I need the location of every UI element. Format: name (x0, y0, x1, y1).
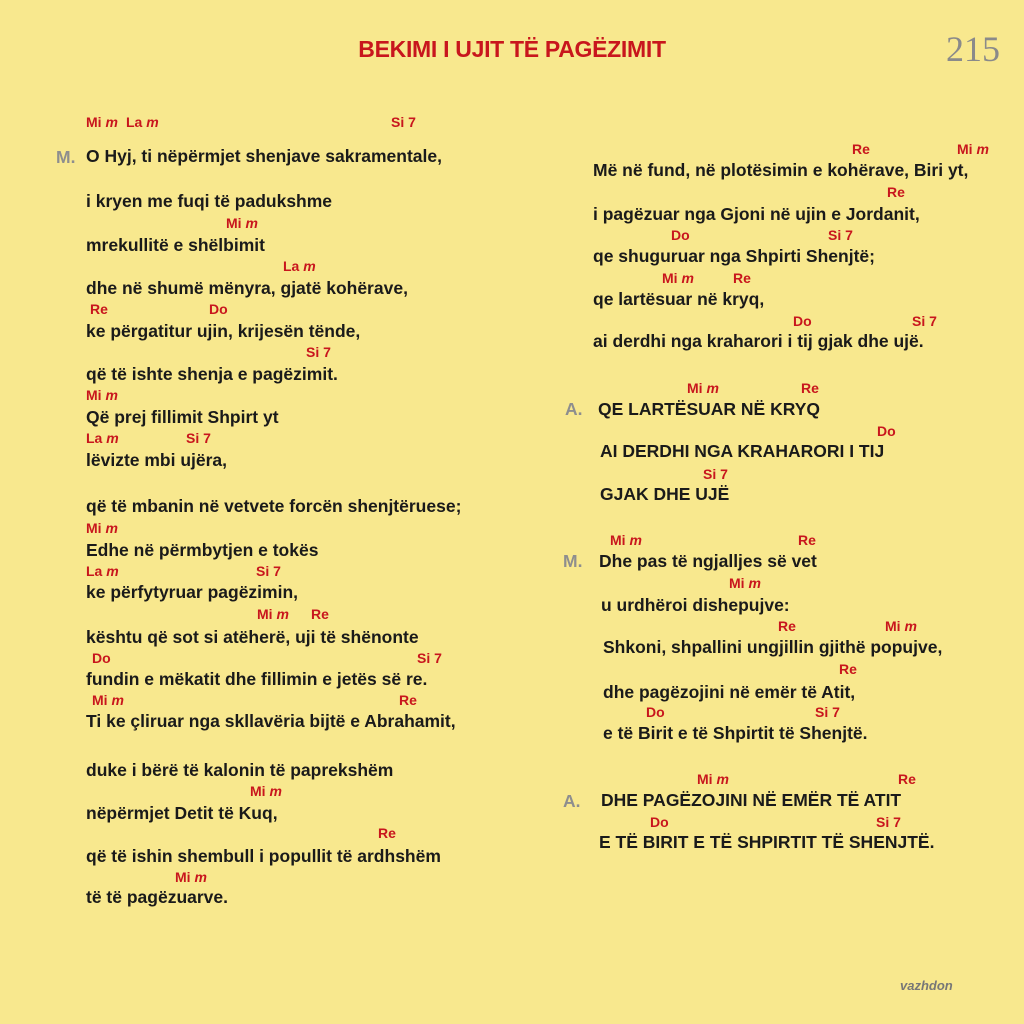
chord: Si 7 (912, 313, 937, 329)
lyric-line: i pagëzuar nga Gjoni në ujin e Jordanit, (593, 204, 920, 224)
chord: Mi m (175, 869, 207, 885)
chord: Re (852, 141, 870, 157)
lyric-line: duke i bërë të kalonin të paprekshëm (86, 760, 394, 780)
chord: Re (798, 532, 816, 548)
chord: Mi m (610, 532, 642, 548)
page-number: 215 (946, 29, 1000, 69)
chord: Mi m (687, 380, 719, 396)
chord: Do (92, 650, 111, 666)
chord: Re (898, 771, 916, 787)
lyric-line: ke përgatitur ujin, krijesën tënde, (86, 321, 361, 341)
continues-note: vazhdon (900, 978, 953, 993)
chord: Do (671, 227, 690, 243)
lyric-line: të të pagëzuarve. (86, 887, 228, 907)
chord: Mi m (885, 618, 917, 634)
chord: Mi m (250, 783, 282, 799)
chord: Do (646, 704, 665, 720)
lyric-line: u urdhëroi dishepujve: (601, 595, 790, 615)
lyric-line: lëvizte mbi ujëra, (86, 450, 228, 470)
chord: Mi m (697, 771, 729, 787)
lyric-line: e të Birit e të Shpirtit të Shenjtë. (603, 723, 868, 743)
lyric-line: O Hyj, ti nëpërmjet shenjave sakramentale, (86, 146, 442, 166)
chord: Si 7 (186, 430, 211, 446)
chord: Do (877, 423, 896, 439)
chord: Si 7 (828, 227, 853, 243)
chord: Mi m (226, 215, 258, 231)
chord: La m (126, 114, 159, 130)
response-line: E TË BIRIT E TË SHPIRTIT TË SHENJTË. (599, 832, 935, 852)
lyric-line: ke përfytyruar pagëzimin, (86, 582, 299, 602)
lyric-line: nëpërmjet Detit të Kuq, (86, 803, 278, 823)
lyric-line: dhe në shumë mënyra, gjatë kohërave, (86, 278, 408, 298)
chord: Mi m (957, 141, 989, 157)
lyric-line: Shkoni, shpallini ungjillin gjithë popujve, (603, 637, 943, 657)
chord: La m (283, 258, 316, 274)
response-line: DHE PAGËZOJINI NË EMËR TË ATIT (601, 790, 902, 810)
lyric-line: fundin e mëkatit dhe fillimin e jetës së re. (86, 669, 428, 689)
lyric-line: Që prej fillimit Shpirt yt (86, 407, 279, 427)
chord: Si 7 (256, 563, 281, 579)
lyric-line: i kryen me fuqi të padukshme (86, 191, 333, 211)
chord: La m (86, 563, 119, 579)
chord: Re (887, 184, 905, 200)
chord: La m (86, 430, 119, 446)
lyric-line: ai derdhi nga kraharori i tij gjak dhe ujë. (593, 331, 924, 351)
lyric-line: që të ishin shembull i popullit të ardhshëm (86, 846, 441, 866)
lyric-line: qe shuguruar nga Shpirti Shenjtë; (593, 246, 875, 266)
chord: Mi m (662, 270, 694, 286)
chord: Do (793, 313, 812, 329)
chord: Si 7 (876, 814, 901, 830)
chord: Mi m (86, 114, 118, 130)
chord: Mi m (86, 520, 118, 536)
speaker-marker: M. (56, 147, 76, 167)
speaker-marker: A. (563, 791, 581, 811)
chord: Re (399, 692, 417, 708)
response-line: AI DERDHI NGA KRAHARORI I TIJ (600, 441, 885, 461)
chord: Re (733, 270, 751, 286)
response-line: QE LARTËSUAR NË KRYQ (598, 399, 821, 419)
speaker-marker: A. (565, 399, 583, 419)
lyric-line: dhe pagëzojini në emër të Atit, (603, 682, 856, 702)
chord: Re (839, 661, 857, 677)
lyric-line: Dhe pas të ngjalljes së vet (599, 551, 817, 571)
chord: Si 7 (391, 114, 416, 130)
chord: Si 7 (703, 466, 728, 482)
chord: Mi m (92, 692, 124, 708)
lyric-line: që të mbanin në vetvete forcën shenjtëruese; (86, 496, 462, 516)
chord: Si 7 (306, 344, 331, 360)
chord: Re (90, 301, 108, 317)
chord: Si 7 (815, 704, 840, 720)
chord: Re (311, 606, 329, 622)
chord: Re (801, 380, 819, 396)
chord: Mi m (729, 575, 761, 591)
chord: Mi m (86, 387, 118, 403)
lyric-line: Më në fund, në plotësimin e kohërave, Biri yt, (593, 160, 969, 180)
speaker-marker: M. (563, 551, 583, 571)
response-line: GJAK DHE UJË (600, 484, 730, 504)
chord: Re (378, 825, 396, 841)
chord: Do (209, 301, 228, 317)
chord: Re (778, 618, 796, 634)
chord: Do (650, 814, 669, 830)
chord: Si 7 (417, 650, 442, 666)
lyric-line: që të ishte shenja e pagëzimit. (86, 364, 338, 384)
lyric-line: qe lartësuar në kryq, (593, 289, 765, 309)
lyric-line: Edhe në përmbytjen e tokës (86, 540, 319, 560)
lyric-line: kështu që sot si atëherë, uji të shënonte (86, 627, 419, 647)
page-title: BEKIMI I UJIT TË PAGËZIMIT (358, 36, 666, 62)
lyric-line: Ti ke çliruar nga skllavëria bijtë e Abrahamit, (86, 711, 456, 731)
lyric-line: mrekullitë e shëlbimit (86, 235, 265, 255)
chord: Mi m (257, 606, 289, 622)
